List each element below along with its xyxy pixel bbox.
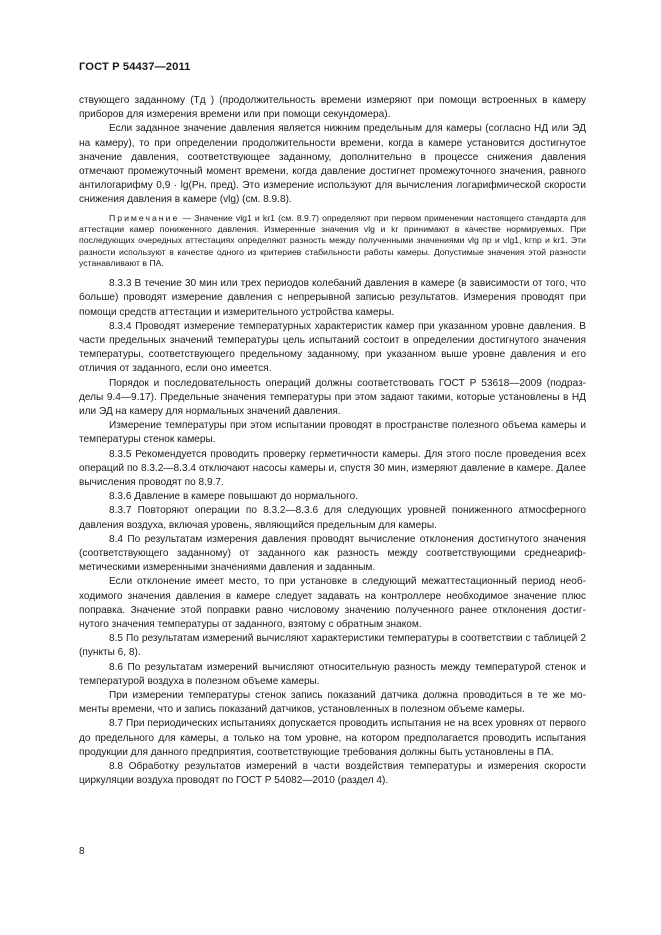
paragraph-8-6: 8.6 По результатам измерений вычисляют относительную разность между температурой стенок и температурой воздуха в полезном объеме камеры. [79,661,586,687]
paragraph-temperature-measurement: Измерение температуры при этом испытании проводят в пространстве полезного объема камеры и температуры стенок камеры. [79,420,586,446]
note [79,213,586,269]
paragraph-8-3-7: 8.3.7 Повторяют операции по 8.3.2—8.3.6 для следующих уровней пониженного атмосферного давления воздуха, включая уровень, являющийся предельным для камеры. [79,505,586,531]
paragraph-wall-temperature: При измерении температуры стенок запись показаний датчика должна проводиться в те же моменты времени, что и запись показаний датчиков, установленных в полезном объеме камеры. [79,690,586,716]
paragraph-8-4: 8.4 По результатам измерения давления проводят вычисление отклонения достигнутого значения (соответствующего заданному) от заданного как разность между соответствующими среднеарифметическими измеренными значениями давления и заданным. [79,533,586,574]
paragraph-pressure-lower-limit: Если заданное значение давления является нижним предельным для камеры (согласно НД или ЭД на камеру), то при определении продолжительности времени, когда в камере установится достигнутое значение давления, соответствующее заданному, дополнительно в процессе снижения давления отмечают промежуточный момент времени, когда давление достигнет промежуточного значения, равного антилогарифму 0,9 · lg(Pн. пред). Это измерение используют для вычисления логарифмической скорости снижения давления в камере (vlg) (см. 8.9.8). [79,123,586,206]
document-header: ГОСТ Р 54437—2011 [79,61,191,73]
page-number: 8 [79,846,85,857]
paragraph-8-3-3: 8.3.3 В течение 30 мин или трех периодов колебаний давления в камере (в зависимости от того, что больше) проводят измерение давления с непрерывной записью результатов. Измерения проводят при помощи средств аттестации и измерительного устройства камеры. [79,278,586,318]
paragraph-8-3-6: 8.3.6 Давление в камере повышают до нормального. [109,491,359,503]
document-body [79,94,586,788]
paragraph-continuation: ствующего заданному (Тд ) (продолжительность времени измеряют при помощи встроенных в камеру приборов для измерения времени или при помощи секундомера). [79,95,586,121]
paragraph-8-3-5: 8.3.5 Рекомендуется проводить проверку герметичности камеры. Для этого после проведения всех операций по 8.3.2—8.3.4 отключают насосы камеры и, спустя 30 мин, измеряют давление в камере. Далее вычисления проводят по 8.9.7. [79,448,586,488]
paragraph-8-5: 8.5 По результатам измерений вычисляют характеристики температуры в соответствии с таблицей 2 (пункты 6, 8). [79,633,586,659]
paragraph-8-8: 8.8 Обработку результатов измерений в части воздействия температуры и измерения скорости циркуляции воздуха проводят по ГОСТ Р 54082—2010 (раздел 4). [79,761,586,787]
note-label: Примечание [109,212,180,223]
note-text: — Значение vlg1 и kr1 (см. 8.9.7) определяют при первом применении настоящего стандарта для аттестации камер пониженного давления. Измеренные значения vlg и kr принимают в качестве нормируемых. При последующих очередных аттестациях определяют разность между полученными значениями vlg пр и vlg1, kгпр и kr1. Эти разности используют в качестве одного из критериев стабильности работы камеры. Допустимые значения этой разности устанавливают в ПА. [79,212,586,268]
paragraph-deviation-correction: Если отклонение имеет место, то при установке в следующий межаттестационный период необходимого значения давления в камере следует задавать на контроллере необходимое значение плюс поправка. Значение этой поправки равно числовому значению полученного ранее отклонения достигнутого значения температуры от заданного, взятому с обратным знаком. [79,576,586,630]
paragraph-8-7: 8.7 При периодических испытаниях допускается проводить испытания не на всех уровнях от первого до предельного для камеры, а только на том уровне, на котором предполагается проводить испытания продукции для данного предприятия, соответствующие требования должны быть установлены в ПА. [79,718,586,758]
paragraph-8-3-4: 8.3.4 Проводят измерение температурных характеристик камер при указанном уровне давления. В части предельных значений температуры цель испытаний состоит в определении достигнутого значения температуры, соответствующего предельному заданному, при указанном выше уровне давления и его отличия от заданного, если оно имеется. [79,320,586,375]
paragraph-operations-order: Порядок и последовательность операций должны соответствовать ГОСТ Р 53618—2009 (подразделы 9.4—9.17). Предельные значения температуры при этом задают такими, которые установлены в НД или ЭД на камеру для нормальных значений давления. [79,377,586,417]
